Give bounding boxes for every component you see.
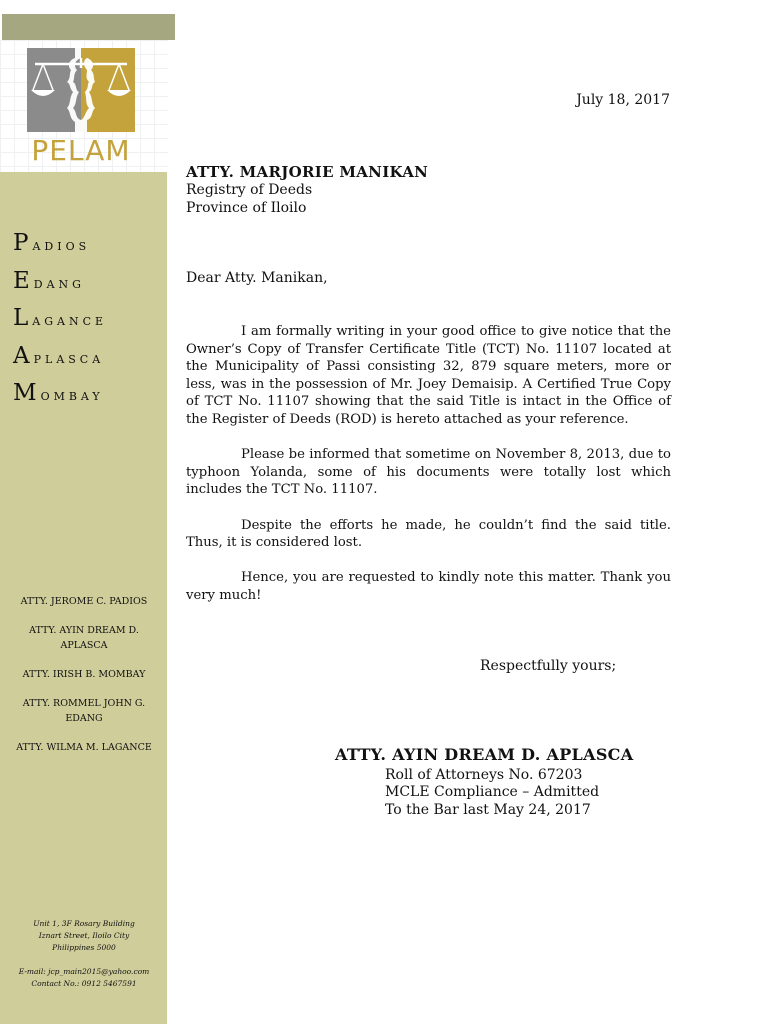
firm-name-padios: Padios <box>13 230 91 256</box>
firm-name-mombay: Mombay <box>13 380 104 406</box>
recipient-name: ATTY. MARJORIE MANIKAN <box>186 163 429 181</box>
contact-email: E-mail: jcp_main2015@yahoo.com <box>18 967 150 976</box>
address-line-2: Iznart Street, Iloilo City <box>38 931 130 940</box>
partner-mombay: ATTY. IRISH B. MOMBAY <box>22 669 146 680</box>
recipient-province: Province of Iloilo <box>186 200 307 216</box>
signatory-name: ATTY. AYIN DREAM D. APLASCA <box>335 745 634 764</box>
signatory-bar-admission: To the Bar last May 24, 2017 <box>385 801 591 818</box>
firm-address <box>4 918 164 954</box>
recipient-block <box>186 163 428 217</box>
firm-name-aplasca: Aplasca <box>13 342 105 369</box>
firm-name-edang: Edang <box>13 267 85 294</box>
address-line-3: Philippines 5000 <box>52 943 116 952</box>
recipient-office: Registry of Deeds <box>186 182 313 198</box>
letterhead-sidebar <box>0 172 167 1024</box>
signatory-block <box>335 746 633 819</box>
salutation: Dear Atty. Manikan, <box>186 270 328 286</box>
firm-name-lagance: Lagance <box>13 305 108 331</box>
partner-padios: ATTY. JEROME C. PADIOS <box>20 596 148 607</box>
partner-lagance: ATTY. WILMA M. LAGANCE <box>16 742 152 753</box>
partner-edang: ATTY. ROMMEL JOHN G. EDANG <box>22 698 146 724</box>
logo-wordmark: PELAM <box>31 134 131 167</box>
partner-list <box>4 594 164 769</box>
body-paragraph-4: Hence, you are requested to kindly note this matter. Thank you very much! <box>186 570 671 603</box>
body-paragraph-1: I am formally writing in your good office to give notice that the Owner’s Copy of Transfer Certificate Title (TCT) No. 11107 located at the Municipality of Passi consisting 32, 879 square meters, more or less, was in the possession of Mr. Joey Demaisip. A Certified True Copy of TCT No. 11107 showing that the said Title is intact in the Office of the Register of Deeds (ROD) is hereto attached as your reference. <box>186 324 671 427</box>
firm-contact <box>4 966 164 990</box>
firm-name-list <box>13 230 163 418</box>
partner-aplasca: ATTY. AYIN DREAM D. APLASCA <box>29 625 139 651</box>
scales-of-justice-logo-icon <box>27 48 135 132</box>
signatory-roll-number: Roll of Attorneys No. 67203 <box>385 766 583 783</box>
contact-phone: Contact No.: 0912 5467591 <box>31 979 137 988</box>
complimentary-close: Respectfully yours; <box>480 658 617 674</box>
letter-date: July 18, 2017 <box>576 92 670 108</box>
letterhead-top-bar <box>2 14 175 40</box>
address-line-1: Unit 1, 3F Rosary Building <box>33 919 135 928</box>
body-paragraph-3: Despite the efforts he made, he couldn’t find the said title. Thus, it is considered lost. <box>186 517 671 551</box>
body-paragraph-2: Please be informed that sometime on November 8, 2013, due to typhoon Yolanda, some of his documents were totally lost which includes the TCT No. 11107. <box>186 447 671 498</box>
letter-body <box>186 323 671 622</box>
signatory-mcle: MCLE Compliance – Admitted <box>385 784 600 800</box>
